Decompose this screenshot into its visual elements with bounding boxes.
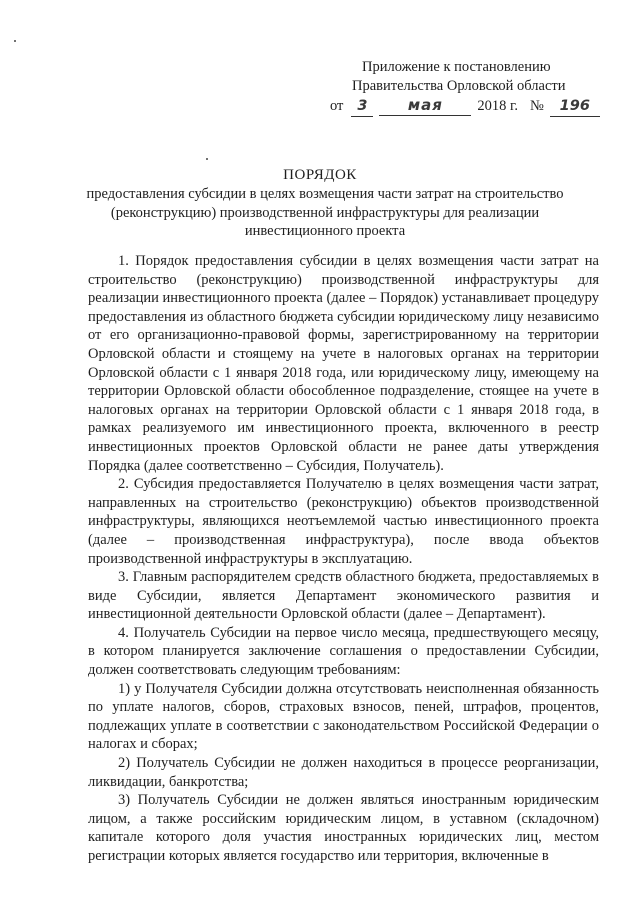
handwritten-date-day: 3: [351, 97, 373, 117]
document-subtitle: предоставления субсидии в целях возмещения части затрат на строительство (реконструкцию) производственной инфраструктуры для реализации инвестиционного проекта: [86, 186, 564, 239]
document-body: [88, 252, 599, 866]
paragraph-4-item-1: 1) у Получателя Субсидии должна отсутствовать неисполненная обязанность по уплате налогов, сборов, страховых взносов, пеней, штрафов, процентов, подлежащих уплате в соответствии с законодательством Российской Федерации о налогах и сборах;: [88, 680, 599, 753]
from-label: от: [330, 98, 344, 114]
document-title: ПОРЯДОК: [283, 167, 357, 183]
paragraph-2: 2. Субсидия предоставляется Получателю в целях возмещения части затрат, направленных на строительство (реконструкцию) объектов производственной инфраструктуры, являющихся неотъемлемой частью инвестиционного проекта (далее – производственная инфраструктура), после ввода объектов производственной инфраструктуры в эксплуатацию.: [88, 476, 599, 567]
scan-speck: [206, 158, 208, 160]
handwritten-date-month: мая: [379, 96, 471, 116]
paragraph-1: 1. Порядок предоставления субсидии в целях возмещения части затрат на строительство (реконструкцию) производственной инфраструктуры для реализации инвестиционного проекта (далее – Порядок) устанавливает процедуру предоставления из областного бюджета субсидии юридическому лицу независимо от его организационно-правовой формы, зарегистрированному на территории Орловской области и стоящему на учете в налоговых органах на территории Орловской области с 1 января 2018 года, или юридическому лицу, имеющему на территории Орловской области обособленное подразделение, стоящее на учете в налоговых органах на территории Орловской области с 1 января 2018 года, в рамках реализуемого им инвестиционного проекта, включенного в реестр инвестиционных проектов Орловской области не ранее даты утверждения Порядка (далее соответственно – Субсидия, Получатель).: [88, 253, 599, 474]
paragraph-4-item-2: 2) Получатель Субсидии не должен находиться в процессе реорганизации, ликвидации, банкротства;: [88, 755, 599, 790]
scan-speck: [14, 40, 16, 42]
appendix-line-1: Приложение к постановлению: [362, 59, 551, 75]
paragraph-3: 3. Главным распорядителем средств областного бюджета, предоставляемых в виде Субсидии, является Департамент экономического развития и инвестиционной деятельности Орловской области (далее – Департамент).: [88, 569, 599, 623]
paragraph-4: 4. Получатель Субсидии на первое число месяца, предшествующего месяцу, в котором планируется заключение соглашения о предоставлении Субсидии, должен соответствовать следующим требованиям:: [88, 624, 599, 679]
appendix-line-2: Правительства Орловской области: [352, 78, 566, 94]
handwritten-number: 196: [550, 97, 600, 117]
paragraph-4-item-3: 3) Получатель Субсидии не должен являться иностранным юридическим лицом, а также российским юридическим лицом, в уставном (складочном) капитале которого доля участия иностранных юридических лиц, местом регистрации которых является государство или территория, включенные в: [88, 792, 599, 864]
number-sign: №: [529, 98, 544, 114]
year-text: 2018 г.: [477, 98, 518, 114]
appendix-date-line: [330, 96, 620, 117]
appendix-header: [330, 58, 620, 117]
